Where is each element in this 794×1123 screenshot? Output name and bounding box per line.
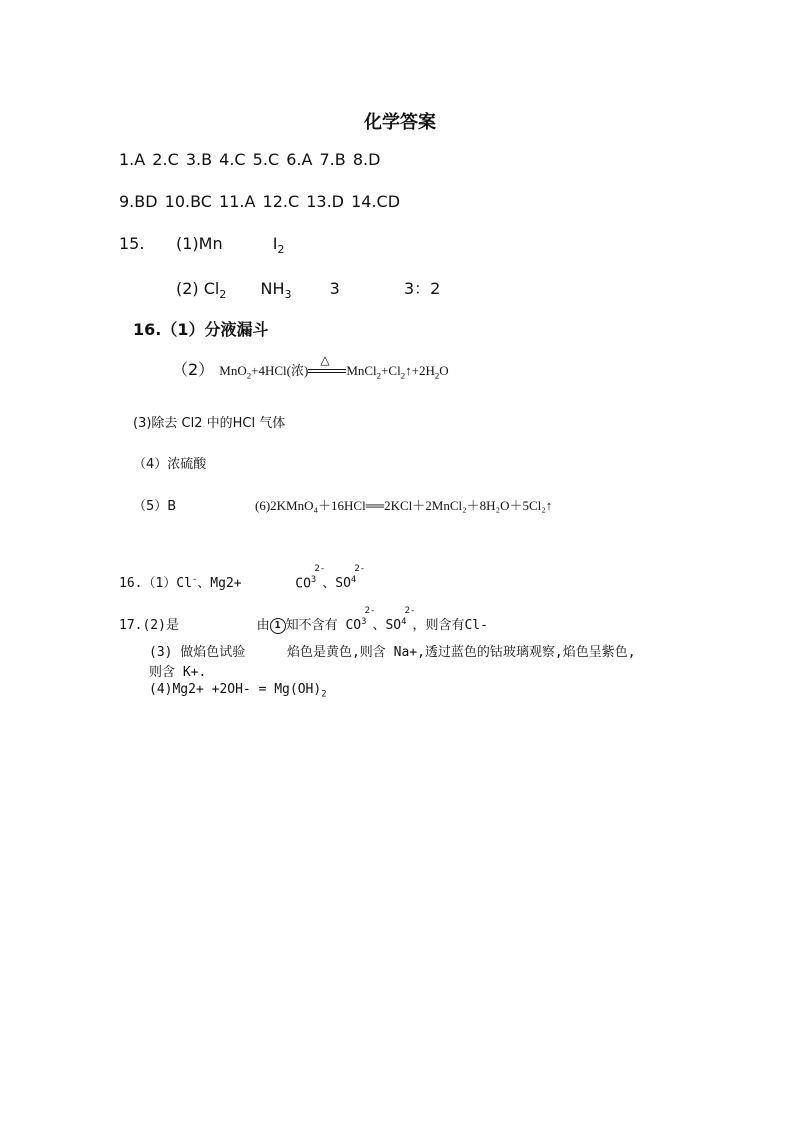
q17-part2	[119, 605, 488, 634]
q16b-line	[119, 563, 366, 591]
q15-part2-nh: NH	[260, 279, 285, 298]
q15-part2-nh-sub: 3	[284, 288, 292, 302]
q17-by: 由	[256, 618, 270, 633]
q16a-part6: (6)2KMnO₄＋16HCl══2KCl＋2MnCl₂＋8H₂O＋5Cl₂↑	[255, 498, 553, 513]
q15-part1-label: (1)Mn	[176, 234, 223, 253]
q17-so4-ion	[401, 605, 416, 633]
q16b-co3-ion	[295, 563, 326, 591]
eq-right2-sub: 2	[400, 370, 406, 381]
q17-circled-number: 1	[270, 618, 286, 634]
q17-co-sub: 3	[361, 616, 367, 627]
eq-left: MnO	[219, 363, 247, 378]
q17-so-charge: 2-	[404, 605, 416, 616]
eq-right2: +Cl	[381, 363, 401, 378]
q17-lead: 17.(2)是	[119, 618, 179, 633]
q16a-part1: 16.（1）分液漏斗	[133, 320, 269, 339]
q16b-so-charge: 2-	[354, 563, 366, 574]
q16b-sep: 、SO	[322, 576, 351, 591]
q16a-part3: (3)除去 Cl2 中的HCl 气体	[133, 416, 286, 431]
q15-part2-sub: 2	[219, 288, 227, 302]
q16b-so4-ion	[350, 563, 366, 591]
eq-condition-sign	[308, 353, 346, 379]
q16a-part5: （5）B	[133, 499, 177, 514]
q17-part3-cont: 则含 K+.	[149, 665, 207, 680]
q17-part3-a: (3) 做焰色试验	[149, 645, 246, 660]
q17-part3	[149, 641, 636, 660]
q15-part2-ratio: 3：2	[403, 279, 441, 298]
q17-part4-sub: 2	[321, 689, 327, 700]
q17-co3-ion	[361, 605, 376, 633]
eq-heat-symbol: △	[320, 353, 330, 368]
q16a-part4: （4）浓硫酸	[133, 457, 207, 472]
q17-so-sub: 4	[401, 616, 407, 627]
q17-part3-b: 焰色是黄色,则含 Na+,透过蓝色的钴玻璃观察,焰色呈紫色,	[286, 645, 636, 660]
answers-line-2: 9.BD 10.BC 11.A 12.C 13.D 14.CD	[119, 192, 401, 211]
q15-number: 15.	[119, 234, 145, 253]
q16a-part2	[172, 353, 449, 381]
q17-tail: ，则含有Cl-	[412, 618, 488, 633]
q16b-so-sub: 4	[350, 574, 357, 585]
q16b-co: CO	[295, 576, 311, 591]
q16b-lead: 16.（1）Cl	[119, 576, 192, 591]
q16b-mid: 、Mg2+	[197, 576, 242, 591]
q15-part2-label: (2) Cl	[176, 279, 220, 298]
q17-know: 知不含有 CO	[285, 618, 362, 633]
eq-right3-sub: 2	[434, 370, 440, 381]
q15-part1	[176, 234, 284, 256]
q16a-equation	[219, 353, 449, 381]
q17-part4	[149, 682, 327, 700]
q16b-co-sub: 3	[310, 574, 317, 585]
q15-part2	[176, 276, 440, 301]
page-title: 化学答案	[364, 112, 436, 133]
q16a-part2-label: （2）	[172, 360, 215, 379]
q17-part4-text: (4)Mg2+ +2OH- = Mg(OH)	[149, 682, 322, 697]
q15-part1-b: I	[272, 234, 278, 253]
q17-sep: 、SO	[372, 618, 402, 633]
q16b-co-charge: 2-	[314, 563, 326, 574]
q16b-cl-sup: -	[191, 574, 198, 585]
eq-right-sub: 2	[376, 370, 382, 381]
eq-right3: ↑+2H	[405, 363, 435, 378]
eq-right4: O	[439, 363, 449, 378]
eq-right: MnCl	[346, 363, 377, 378]
eq-left-sub: 2	[246, 370, 252, 381]
eq-left2: +4HCl(浓)	[251, 363, 309, 378]
answers-line-1: 1.A 2.C 3.B 4.C 5.C 6.A 7.B 8.D	[119, 150, 381, 169]
q15-part1-b-sub: 2	[277, 243, 285, 257]
q17-co-charge: 2-	[364, 605, 376, 616]
q15-part2-n: 3	[329, 279, 340, 298]
